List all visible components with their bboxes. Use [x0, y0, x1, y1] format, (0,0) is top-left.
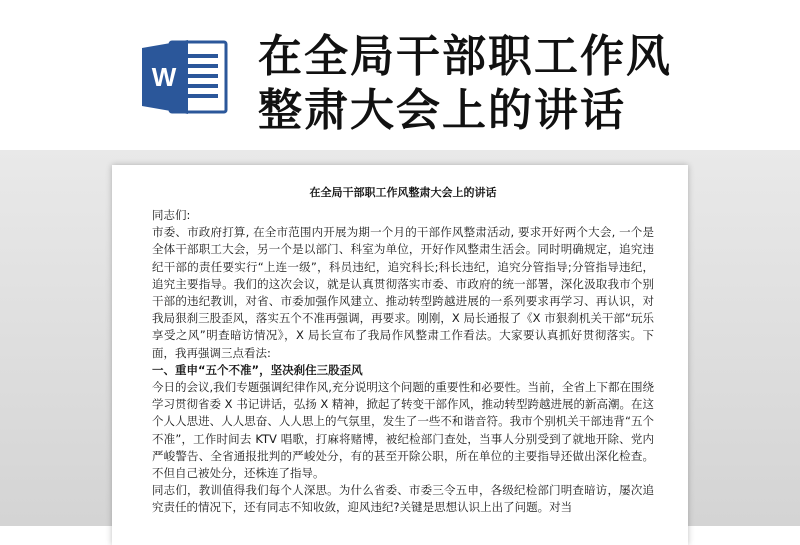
- section-heading: 一、重申“五个不准”，坚决刹住三股歪风: [152, 362, 363, 377]
- banner: [0, 0, 800, 150]
- word-icon-letter: W: [151, 62, 177, 92]
- banner-title-line-1: 在全局干部职工作风: [258, 31, 672, 82]
- salutation: 同志们:: [152, 208, 191, 222]
- paragraph: 市委、市政府打算, 在全市范围内开展为期一个月的干部作风整肃活动, 要求开好两个大会, 一个是全体干部职工大会，另一个是以部门、科室为单位，开好作风整肃生活会。同时明确规定，追究违纪干部的责任要实行“上连一级”，科员违纪，追究科长;科长违纪，追究分管指导;分管指导违纪，追究主要指导。我们的这次会议，就是认真贯彻落实市委、市政府的统一部署，深化汲取我市个别干部的违纪教训，对省、市委加强作风建立、推动转型跨越进展的一系列要求再学习、再认识，对我局狠刹三股歪风，落实五个不准再强调，再要求。刚刚，X 局长通报了《X 市狠刹机关干部“玩乐享受之风”明查暗访情况》，X 局长宣布了我局作风整肃工作看法。大家要认真抓好贯彻落实。下面，我再强调三点看法:: [152, 225, 654, 360]
- paragraph: 同志们，教训值得我们每个人深思。为什么省委、市委三令五申，各级纪检部门明查暗访，屡次追究责任的情况下，还有同志不知收敛，迎风违纪?关键是思想认识上出了问题。对当: [152, 483, 654, 515]
- document-page: [112, 165, 688, 545]
- banner-title-line-2: 整肃大会上的讲话: [258, 85, 626, 136]
- document-title: 在全局干部职工作风整肃大会上的讲话: [309, 186, 497, 199]
- paragraph: 今日的会议,我们专题强调纪律作风,充分说明这个问题的重要性和必要性。当前，全省上下都在围绕学习贯彻省委 X 书记讲话，弘扬 X 精神，掀起了转变干部作风，推动转型跨越进展的新高潮。在这个人人思进、人人思奋、人人思上的气氛里，发生了一些不和谐音符。我市个别机关干部违背“五个不准”，工作时间去 KTV 唱歌，打麻将赌博，被纪检部门查处，当事人分别受到了就地开除、党内严峻警告、全省通报批判的严峻处分，有的甚至开除公职，所在单位的主要指导还做出深化检查。不但自己被处分，还株连了指导。: [152, 380, 654, 481]
- banner-title: [258, 30, 778, 138]
- word-document-icon: [140, 38, 228, 116]
